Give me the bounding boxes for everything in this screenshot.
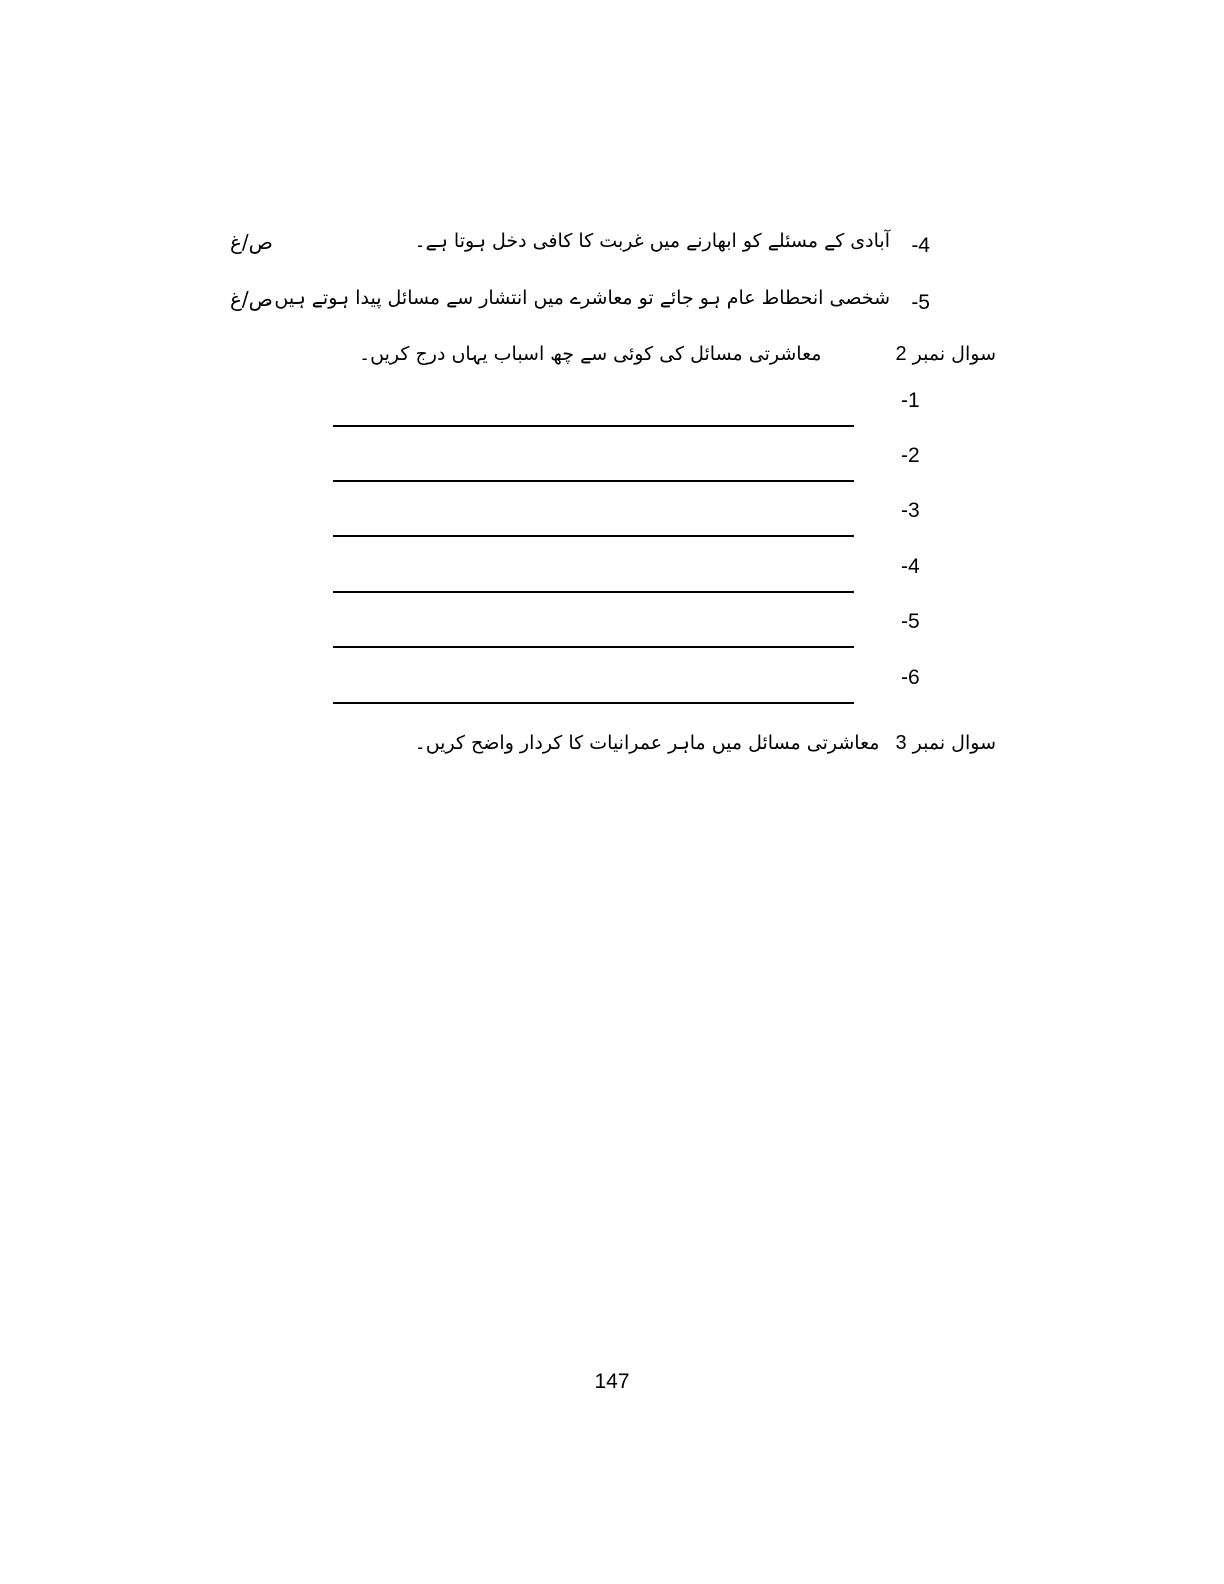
question-text: معاشرتی مسائل میں ماہر عمرانیات کا کردار واضح کریں۔ bbox=[414, 732, 880, 754]
answer-line[interactable] bbox=[333, 591, 854, 593]
true-false-item-5 bbox=[200, 285, 930, 325]
question-number: 3 bbox=[895, 732, 907, 754]
question-label: سوال نمبر bbox=[912, 343, 996, 365]
answer-blank-1[interactable] bbox=[333, 387, 933, 427]
blank-number: -2 bbox=[901, 444, 920, 467]
answer-blank-5[interactable] bbox=[333, 608, 933, 648]
blank-number: -3 bbox=[901, 499, 920, 522]
question-2-heading bbox=[359, 343, 996, 366]
answer-line[interactable] bbox=[333, 535, 854, 537]
answer-blank-6[interactable] bbox=[333, 664, 933, 704]
true-false-item-4 bbox=[200, 228, 930, 268]
question-number: 2 bbox=[895, 343, 907, 365]
item-statement: شخصی انحطاط عام ہو جائے تو معاشرے میں انتشار سے مسائل پیدا ہوتے ہیں۔ bbox=[263, 287, 890, 309]
blank-number: -6 bbox=[901, 666, 920, 689]
answer-blank-2[interactable] bbox=[333, 442, 933, 482]
item-number: -4 bbox=[911, 234, 930, 257]
item-statement: آبادی کے مسئلے کو ابھارنے میں غربت کا کافی دخل ہوتا ہے۔ bbox=[414, 230, 890, 252]
answer-line[interactable] bbox=[333, 425, 854, 427]
question-3-heading bbox=[415, 732, 996, 755]
answer-blank-3[interactable] bbox=[333, 497, 933, 537]
answer-line[interactable] bbox=[333, 702, 854, 704]
answer-line[interactable] bbox=[333, 480, 854, 482]
question-label: سوال نمبر bbox=[912, 732, 996, 754]
blank-number: -4 bbox=[901, 555, 920, 578]
item-number: -5 bbox=[911, 291, 930, 314]
true-false-choice: ص/غ bbox=[230, 287, 273, 311]
blank-number: -5 bbox=[901, 610, 920, 633]
true-false-choice: ص/غ bbox=[230, 230, 273, 254]
question-text: معاشرتی مسائل کی کوئی سے چھ اسباب یہاں درج کریں۔ bbox=[359, 343, 822, 365]
blank-number: -1 bbox=[901, 389, 920, 412]
answer-line[interactable] bbox=[333, 646, 854, 648]
page-number: 147 bbox=[594, 1370, 630, 1393]
answer-blank-4[interactable] bbox=[333, 553, 933, 593]
